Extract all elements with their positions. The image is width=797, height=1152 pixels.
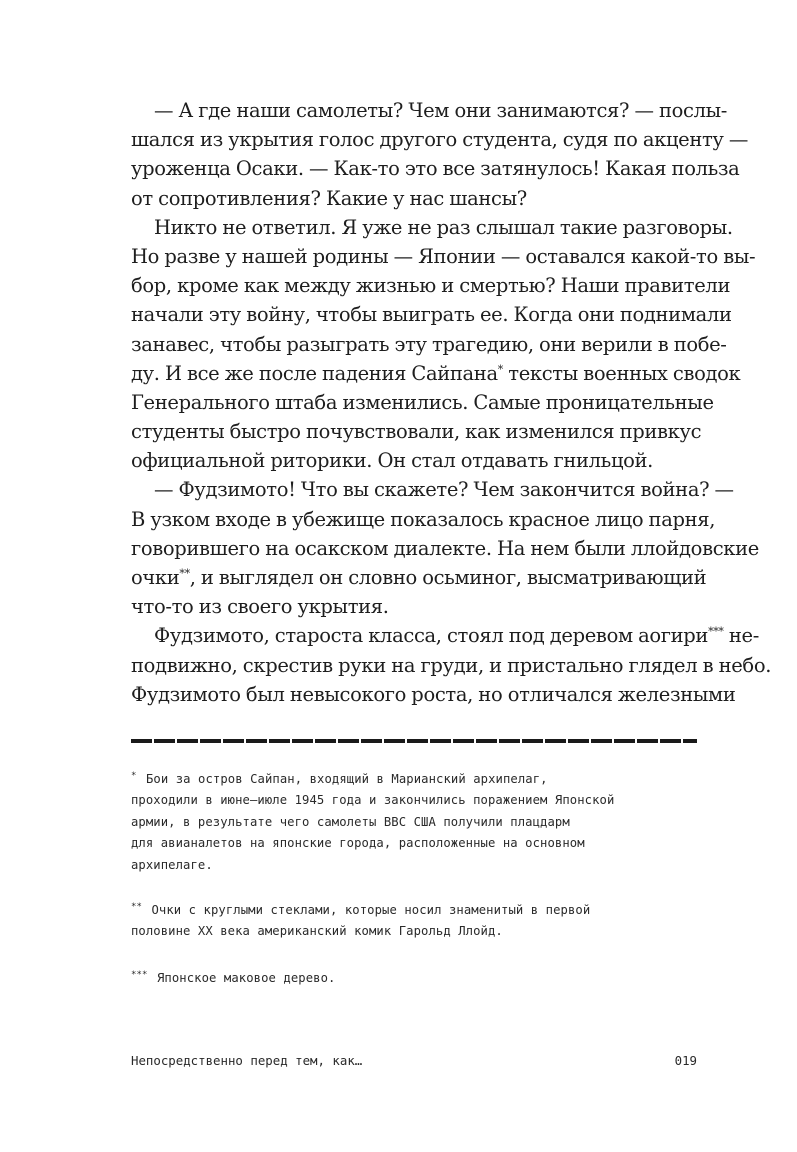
footnote-2 bbox=[131, 897, 731, 943]
footnotes bbox=[131, 766, 731, 989]
footnote-3 bbox=[131, 965, 731, 989]
footnote-text: Очки с круглыми стеклами, которые носил знаменитый в первой bbox=[151, 903, 591, 918]
text-line: — Фудзимото! Что вы скажете? Чем закончится война? — bbox=[154, 478, 734, 502]
text-line: подвижно, скрестив руки на груди, и пристально глядел в небо. bbox=[131, 653, 772, 677]
text-line bbox=[131, 359, 741, 388]
text-line: начали эту войну, чтобы выиграть ее. Когда они поднимали bbox=[131, 303, 732, 327]
footnote-line: проходили в июне–июле 1945 года и закончились поражением Японской bbox=[131, 793, 615, 808]
text-line: Но разве у нашей родины — Японии — оставался какой-то вы- bbox=[131, 244, 756, 268]
footnote-text: Бои за остров Сайпан, входящий в Марианский архипелаг, bbox=[145, 772, 548, 786]
footnote-line bbox=[131, 897, 731, 921]
text-fragment: не- bbox=[728, 624, 759, 648]
text-line: от сопротивления? Какие у нас шансы? bbox=[131, 186, 527, 210]
footnote-ref-1: * bbox=[497, 362, 503, 376]
text-line: что-то из своего укрытия. bbox=[131, 595, 389, 619]
footnote-line: для авианалетов на японские города, расположенные на основном bbox=[131, 836, 585, 851]
text-line: бор, кроме как между жизнью и смертью? Наши правители bbox=[131, 274, 731, 298]
footnote-line bbox=[131, 965, 731, 989]
footnote-mark: *** bbox=[131, 969, 148, 980]
text-line: шался из укрытия голос другого студента, судя по акценту — bbox=[131, 128, 749, 152]
text-line: занавес, чтобы разыграть эту трагедию, они верили в побе- bbox=[131, 332, 727, 356]
footnote-line: архипелаге. bbox=[131, 857, 213, 872]
footnote-text: Японское маковое дерево. bbox=[157, 970, 336, 985]
footnote-1 bbox=[131, 766, 731, 876]
footnote-ref-2: ** bbox=[179, 567, 190, 580]
page-number: 019 bbox=[674, 1053, 697, 1068]
text-line bbox=[131, 563, 707, 592]
text-line: студенты быстро почувствовали, как изменился привкус bbox=[131, 420, 702, 444]
text-fragment: , и выглядел он словно осьминог, высматривающий bbox=[189, 566, 707, 589]
footnote-divider bbox=[131, 739, 697, 743]
text-fragment: ду. И все же после падения Сайпана bbox=[131, 361, 498, 385]
text-line: официальной риторики. Он стал отдавать гнильцой. bbox=[131, 449, 654, 473]
running-title: Непосредственно перед тем, как… bbox=[131, 1053, 363, 1068]
footnote-line: половине XX века американский комик Гарольд Ллойд. bbox=[131, 924, 503, 939]
text-fragment: очки bbox=[131, 566, 180, 589]
text-line: Генерального штаба изменились. Самые проницательные bbox=[131, 390, 714, 414]
text-line: говорившего на осакском диалекте. На нем были ллойдовские bbox=[131, 536, 759, 560]
footnote-line bbox=[131, 766, 731, 790]
text-line: В узком входе в убежище показалось красное лицо парня, bbox=[131, 507, 716, 531]
text-line: Никто не ответил. Я уже не раз слышал такие разговоры. bbox=[154, 215, 733, 239]
text-line: уроженца Осаки. — Как-то это все затянулось! Какая польза bbox=[131, 157, 740, 181]
text-line bbox=[131, 621, 759, 650]
footnote-mark: ** bbox=[131, 902, 143, 913]
footnote-ref-3: *** bbox=[708, 625, 724, 639]
footnote-mark: * bbox=[131, 771, 137, 781]
text-fragment: Фудзимото, староста класса, стоял под деревом аогири bbox=[154, 624, 709, 648]
main-text bbox=[131, 96, 772, 709]
text-line: Фудзимото был невысокого роста, но отличался железными bbox=[131, 682, 736, 706]
text-line: — А где наши самолеты? Чем они занимаются? — послы- bbox=[154, 99, 728, 122]
footnote-line: армии, в результате чего самолеты ВВС США получили плацдарм bbox=[131, 814, 570, 829]
text-fragment: тексты военных сводок bbox=[508, 361, 741, 385]
